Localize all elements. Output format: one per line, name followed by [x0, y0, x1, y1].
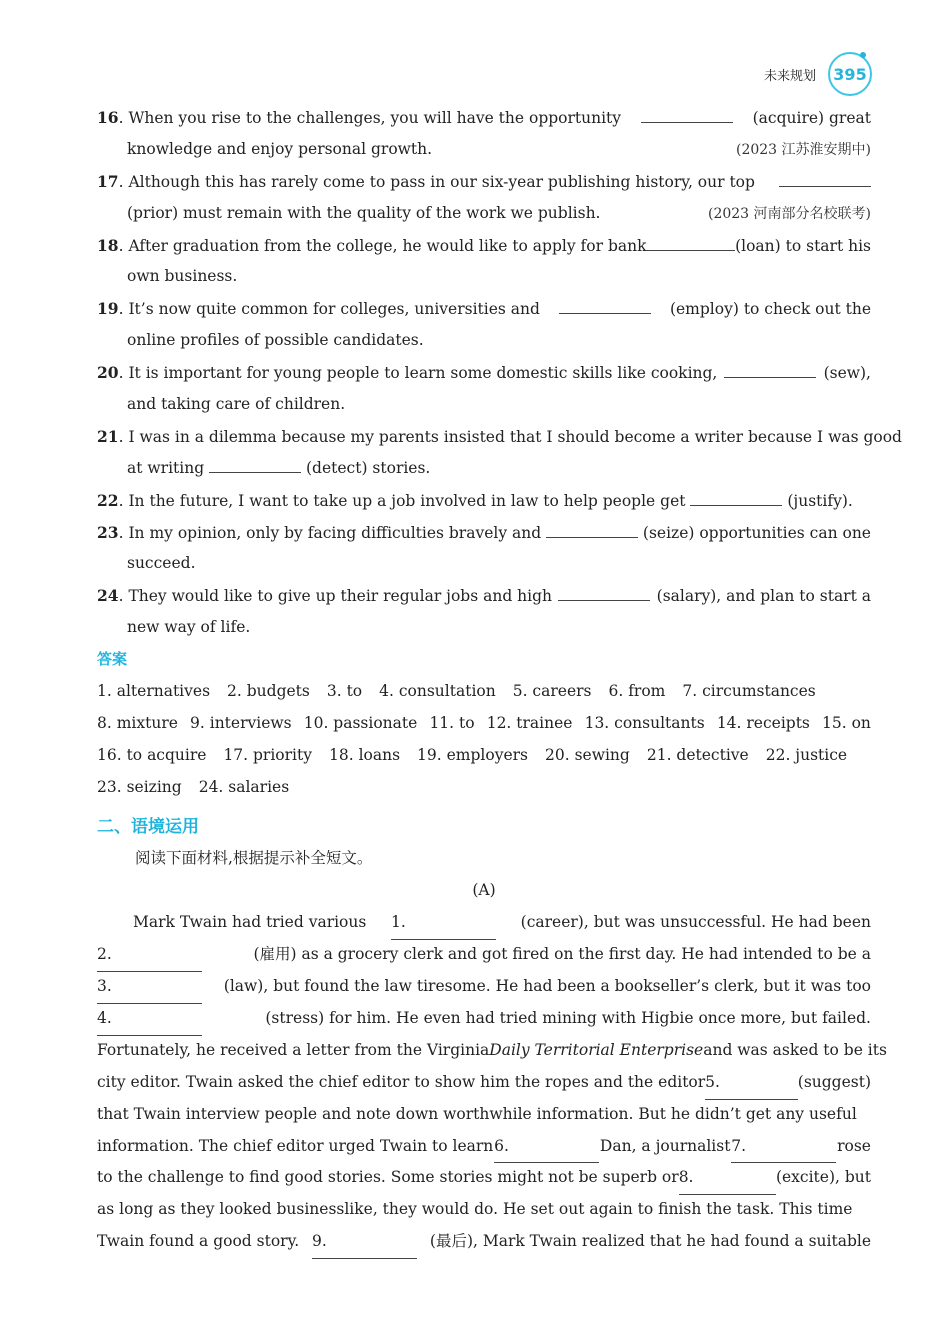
passage-text: that Twain interview people and note down worthwhile information. But he didn’t get any useful	[97, 1104, 857, 1123]
newspaper-title: Daily Territorial Enterprise	[489, 1040, 704, 1059]
answer-item: 22. justice	[765, 745, 848, 764]
answer-blank: 2.	[97, 939, 202, 972]
question-text: In the future, I want to take up a job involved in law to help people get	[128, 491, 686, 510]
question-hint: (salary), and plan to start a	[656, 587, 871, 606]
answer-item: 9. interviews	[190, 713, 292, 732]
question-number: 21	[97, 426, 119, 446]
answer-item: 18. loans	[329, 745, 401, 764]
answers-row-1	[97, 676, 871, 708]
passage-line	[97, 1099, 871, 1131]
section-title: 二、语境运用	[97, 816, 199, 837]
question-text: When you rise to the challenges, you will have the opportunity	[128, 109, 622, 127]
passage-line	[97, 939, 871, 971]
passage-line	[97, 907, 871, 939]
passage-line	[97, 1162, 871, 1194]
question-hint: (seize) opportunities can one	[642, 523, 871, 542]
question-23: 23. In my opinion, only by facing difficulties bravely and (seize) opportunities can one succeed.	[97, 517, 871, 581]
answer-item: 6. from	[608, 682, 666, 701]
answer-blank	[558, 586, 650, 601]
answer-blank	[724, 363, 816, 378]
answer-item: 11. to	[429, 713, 475, 732]
passage-text: rose	[837, 1136, 871, 1155]
passage-text: Fortunately, he received a letter from the Virginia	[97, 1040, 490, 1059]
answer-blank	[559, 299, 651, 314]
question-hint: (sew),	[823, 364, 871, 383]
question-22: 22. In the future, I want to take up a job involved in law to help people get (justify).	[97, 485, 871, 517]
answer-blank	[641, 108, 733, 123]
page-number-badge: 395	[828, 52, 872, 96]
answer-blank: 3.	[97, 971, 202, 1004]
question-20: 20. It is important for young people to learn some domestic skills like cooking, (sew), and taking care of children.	[97, 357, 871, 421]
question-number: 23	[97, 522, 119, 542]
answer-item: 17. priority	[223, 745, 312, 764]
question-number: 18	[97, 235, 119, 255]
passage-text: (雇用) as a grocery clerk and got fired on the first day. He had intended to be a	[253, 945, 871, 964]
answer-item: 13. consultants	[584, 713, 705, 732]
header-label: 未来规划	[763, 68, 816, 84]
answer-blank	[209, 458, 301, 473]
question-hint: (acquire) great	[752, 109, 871, 127]
passage	[97, 907, 887, 1258]
answer-item: 19. employers	[417, 745, 528, 764]
passage-text: (excite), but	[775, 1168, 871, 1187]
passage-text: (career), but was unsuccessful. He had been	[520, 913, 871, 932]
answer-item: 21. detective	[646, 745, 749, 764]
answer-blank: 5.	[705, 1067, 798, 1100]
passage-text: Dan, a journalist	[599, 1136, 731, 1155]
question-text: online profiles of possible candidates.	[127, 331, 424, 350]
answer-blank: 1.	[391, 907, 496, 940]
answer-item: 2. budgets	[227, 682, 310, 701]
answer-item: 23. seizing	[97, 777, 182, 796]
passage-line	[97, 1035, 887, 1067]
question-text: own business.	[127, 267, 238, 286]
answer-item: 4. consultation	[379, 682, 496, 701]
question-number: 16	[97, 108, 119, 127]
answer-item: 14. receipts	[716, 713, 810, 732]
question-source: (2023 江苏淮安期中)	[735, 141, 871, 158]
passage-text: (suggest)	[797, 1072, 871, 1091]
passage-text: Twain found a good story.	[97, 1232, 300, 1251]
passage-label: (A)	[472, 881, 496, 900]
answer-item: 24. salaries	[198, 777, 290, 796]
answer-item: 8. mixture	[97, 713, 178, 732]
passage-text: as long as they looked businesslike, they would do. He set out again to finish the task. This time	[97, 1200, 853, 1219]
section-instruction: 阅读下面材料,根据提示补全短文。	[135, 849, 373, 868]
question-number: 24	[97, 586, 119, 606]
answer-item: 7. circumstances	[682, 682, 816, 701]
answer-blank	[546, 523, 638, 538]
question-text: After graduation from the college, he would like to apply for bank	[128, 236, 647, 255]
question-number: 22	[97, 490, 119, 510]
passage-line	[97, 1226, 871, 1258]
question-text: (prior) must remain with the quality of the work we publish.	[127, 203, 601, 222]
answer-blank: 7.	[731, 1131, 836, 1164]
question-source: (2023 河南部分名校联考)	[707, 205, 871, 222]
question-24: 24. They would like to give up their regular jobs and high (salary), and plan to start a new way of life.	[97, 580, 871, 644]
answers-title: 答案	[97, 650, 128, 669]
answers-row-3	[97, 740, 871, 772]
question-text: succeed.	[127, 554, 196, 573]
answer-item: 12. trainee	[486, 713, 573, 732]
question-text: It’s now quite common for colleges, universities and	[128, 300, 540, 319]
passage-text: (law), but found the law tiresome. He had been a bookseller’s clerk, but it was too	[223, 977, 871, 996]
question-18: 18. After graduation from the college, he would like to apply for bank (loan) to start his own business.	[97, 230, 871, 294]
passage-line	[97, 1003, 871, 1035]
question-16: 16. When you rise to the challenges, you will have the opportunity (acquire) great knowledge and enjoy personal growth. (2023 江苏淮安期中)	[97, 102, 871, 166]
answer-item: 3. to	[326, 682, 363, 701]
question-text: new way of life.	[127, 618, 251, 637]
question-number: 19	[97, 299, 119, 319]
answer-item: 15. on	[822, 713, 871, 732]
question-text: Although this has rarely come to pass in our six-year publishing history, our top	[128, 172, 755, 191]
answer-blank: 9.	[312, 1226, 417, 1259]
answer-item: 5. careers	[512, 682, 592, 701]
question-text: knowledge and enjoy personal growth.	[127, 139, 433, 158]
question-text: and taking care of children.	[127, 395, 346, 414]
question-21: 21. I was in a dilemma because my parents insisted that I should become a writer because I was good at writing (detect) stories.	[97, 421, 871, 485]
answer-item: 10. passionate	[303, 713, 418, 732]
question-number: 20	[97, 363, 119, 383]
passage-text: (stress) for him. He even had tried mining with Higbie once more, but failed.	[265, 1008, 871, 1027]
question-hint: (detect) stories.	[306, 458, 431, 477]
answer-blank: 6.	[494, 1131, 599, 1164]
answer-item: 20. sewing	[545, 745, 630, 764]
answer-blank	[779, 172, 871, 187]
answer-item: 16. to acquire	[97, 745, 207, 764]
answer-blank: 8.	[679, 1162, 776, 1195]
passage-line	[97, 1067, 871, 1099]
answer-blank	[646, 236, 735, 251]
question-hint: (justify).	[787, 491, 853, 510]
passage-text: (最后), Mark Twain realized that he had found a suitable	[429, 1232, 871, 1251]
answers-row-2	[97, 708, 871, 740]
passage-text: and was asked to be its	[703, 1040, 887, 1059]
answers-row-4	[97, 772, 871, 804]
question-number: 17	[97, 171, 119, 191]
question-17: 17. Although this has rarely come to pass in our six-year publishing history, our top (prior) must remain with the quality of the work we publish. (2023 河南部分名校联考)	[97, 166, 871, 230]
passage-line	[97, 1194, 871, 1226]
passage-text: Mark Twain had tried various	[133, 913, 367, 932]
passage-line	[97, 1131, 871, 1163]
question-text: They would like to give up their regular jobs and high	[128, 587, 553, 606]
question-text: at writing	[127, 458, 205, 477]
passage-text: city editor. Twain asked the chief editor to show him the ropes and the editor	[97, 1072, 706, 1091]
answer-blank: 4.	[97, 1003, 202, 1036]
page-header	[764, 52, 872, 96]
answer-blank	[690, 491, 782, 506]
question-text: In my opinion, only by facing difficulties bravely and	[128, 523, 542, 542]
passage-text: to the challenge to find good stories. Some stories might not be superb or	[97, 1168, 679, 1187]
question-text: It is important for young people to learn some domestic skills like cooking,	[128, 364, 718, 383]
answer-item: 1. alternatives	[97, 682, 211, 701]
page-content	[97, 102, 902, 1258]
question-hint: (employ) to check out the	[669, 300, 871, 319]
passage-text: information. The chief editor urged Twain to learn	[97, 1136, 494, 1155]
question-text: I was in a dilemma because my parents insisted that I should become a writer because I was good	[128, 427, 902, 446]
question-hint: (loan) to start his	[735, 236, 871, 255]
passage-line	[97, 971, 871, 1003]
question-19: 19. It’s now quite common for colleges, universities and (employ) to check out the online profiles of possible candidates.	[97, 293, 871, 357]
